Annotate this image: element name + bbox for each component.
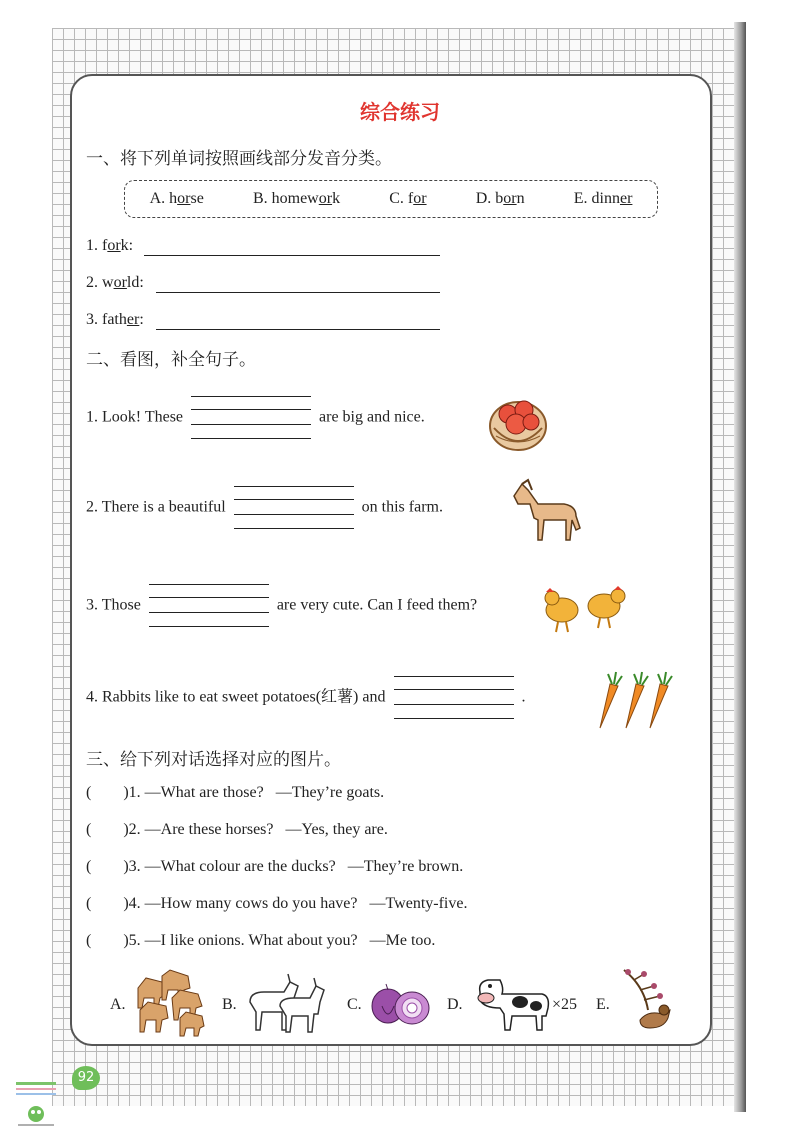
option-d: D. born	[475, 190, 525, 207]
horse-icon	[504, 476, 584, 546]
answer-line-1[interactable]	[144, 255, 440, 256]
answer-line-2[interactable]	[156, 292, 440, 293]
dialog-4: ( )4. —How many cows do you have? —Twenty-five.	[86, 895, 468, 912]
dialog-2: ( )2. —Are these horses? —Yes, they are.	[86, 821, 388, 838]
publisher-logo-icon	[14, 1080, 58, 1128]
four-line-blank-2[interactable]	[234, 486, 354, 530]
page-number: 92	[72, 1066, 100, 1090]
question-4: 4. Rabbits like to eat sweet potatoes(红薯) and .	[86, 676, 526, 720]
page-title: 综合练习	[354, 96, 446, 125]
option-e: E. dinner	[573, 190, 633, 207]
horses-herd-icon	[132, 968, 208, 1038]
fill-item-1: 1. fork:	[86, 237, 134, 254]
cow-icon	[472, 972, 552, 1034]
dialog-3: ( )3. —What colour are the ducks? —They’re brown.	[86, 858, 464, 875]
four-line-blank-4[interactable]	[394, 676, 514, 720]
fill-item-3: 3. father:	[86, 311, 144, 328]
chickens-icon	[540, 584, 630, 636]
question-1: 1. Look! These are big and nice.	[86, 396, 425, 440]
dialog-5: ( )5. —I like onions. What about you? —Me too.	[86, 932, 436, 949]
fill-item-2: 2. world:	[86, 274, 144, 291]
picture-label-e: E.	[596, 996, 610, 1013]
tomato-basket-icon	[486, 388, 550, 454]
page-edge	[734, 22, 746, 1112]
carrots-icon	[590, 670, 676, 730]
answer-line-3[interactable]	[156, 329, 440, 330]
section1-heading: 一、将下列单词按照画线部分发音分类。	[86, 149, 392, 169]
cow-count-label: ×25	[552, 996, 578, 1013]
picture-label-b: B.	[222, 996, 237, 1013]
option-b: B. homework	[252, 190, 341, 207]
duck-tree-icon	[614, 966, 676, 1034]
option-a: A. horse	[149, 190, 204, 207]
goats-icon	[244, 972, 330, 1034]
four-line-blank-1[interactable]	[191, 396, 311, 440]
option-c: C. for	[389, 190, 427, 207]
onions-icon	[368, 982, 432, 1026]
section3-heading: 三、给下列对话选择对应的图片。	[86, 750, 341, 770]
picture-label-a: A.	[110, 996, 126, 1013]
title-wrap	[0, 96, 800, 125]
dialog-1: ( )1. —What are those? —They’re goats.	[86, 784, 385, 801]
question-2: 2. There is a beautiful on this farm.	[86, 486, 443, 530]
four-line-blank-3[interactable]	[149, 584, 269, 628]
options-box	[124, 180, 658, 218]
picture-label-d: D.	[447, 996, 463, 1013]
question-3: 3. Those are very cute. Can I feed them?	[86, 584, 477, 628]
section2-heading: 二、看图，补全句子。	[86, 350, 256, 370]
picture-label-c: C.	[347, 996, 362, 1013]
